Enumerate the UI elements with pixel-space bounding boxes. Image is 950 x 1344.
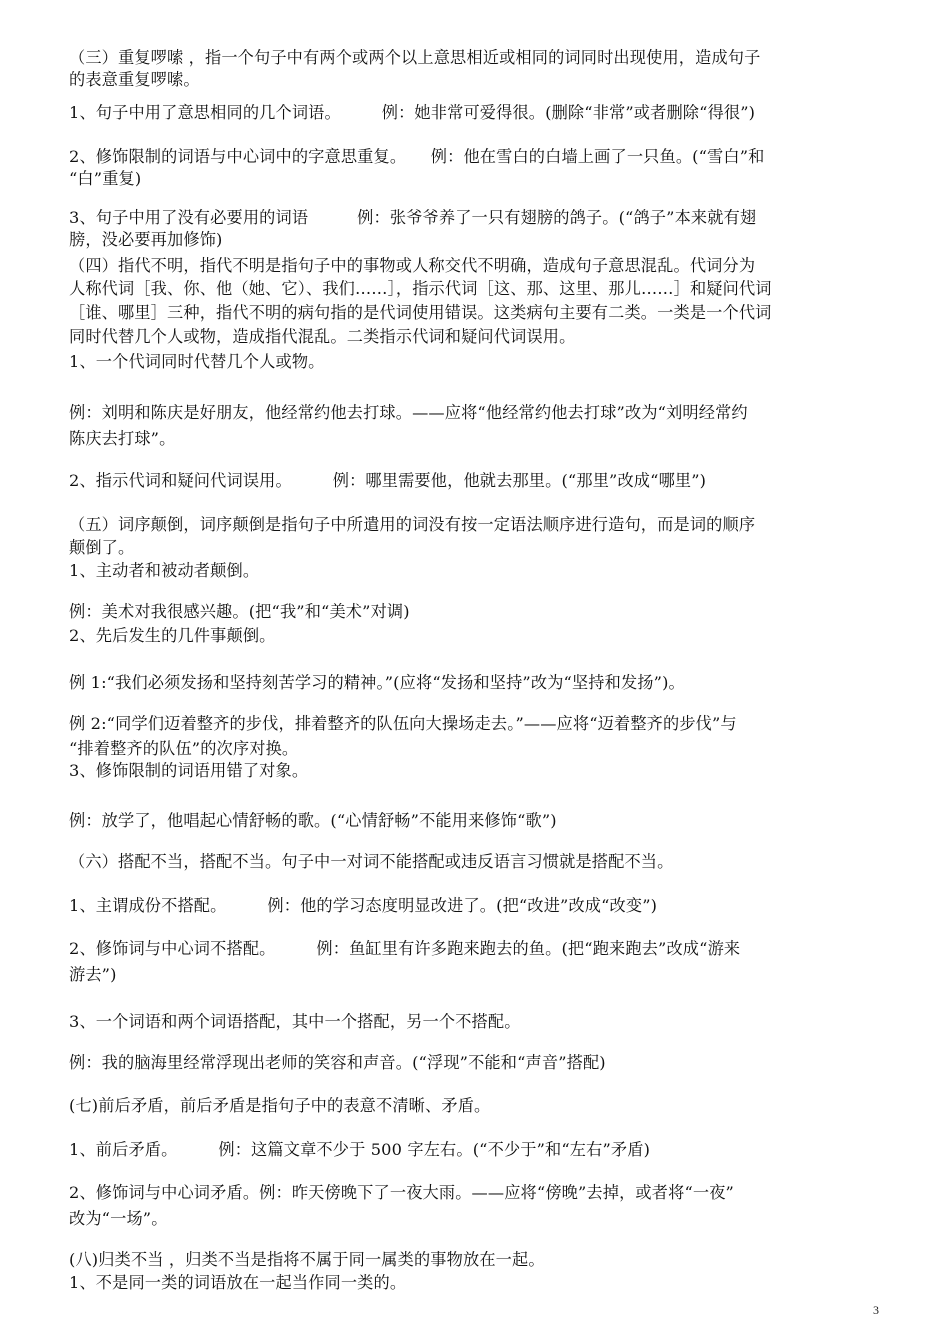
- text-line: 2、先后发生的几件事颠倒。: [69, 626, 276, 645]
- text-line: 1、不是同一类的词语放在一起当作同一类的。: [69, 1273, 407, 1292]
- text-line: 2、修饰词与中心词矛盾。例：昨天傍晚下了一夜大雨。——应将“傍晚”去掉，或者将“一夜”: [69, 1183, 734, 1202]
- text-line: 例：刘明和陈庆是好朋友，他经常约他去打球。——应将“他经常约他去打球”改为“刘明经常约: [69, 403, 748, 422]
- text-line: 3、修饰限制的词语用错了对象。: [69, 761, 309, 780]
- text-line: 游去”): [69, 965, 117, 984]
- text-line: （四）指代不明，指代不明是指句子中的事物或人称交代不明确，造成句子意思混乱。代词分为: [69, 256, 756, 275]
- text-line: 2、指示代词和疑问代词误用。 例：哪里需要他，他就去那里。(“那里”改成“哪里”): [69, 471, 707, 490]
- page-number: 3: [873, 1303, 879, 1317]
- text-line: 人称代词［我、你、他（她、它）、我们……］，指示代词［这、那、这里、那儿……］和疑问代词: [69, 279, 772, 298]
- text-line: 1、句子中用了意思相同的几个词语。 例：她非常可爱得很。(删除“非常”或者删除“得很”): [69, 103, 756, 122]
- text-line: 例：放学了，他唱起心情舒畅的歌。(“心情舒畅”不能用来修饰“歌”): [69, 811, 557, 830]
- text-line: “白”重复): [69, 169, 142, 188]
- text-line: （六）搭配不当，搭配不当。句子中一对词不能搭配或违反语言习惯就是搭配不当。: [69, 852, 674, 871]
- text-line: 改为“一场”。: [69, 1209, 168, 1228]
- text-line: 膀，没必要再加修饰): [69, 230, 223, 249]
- text-line: “排着整齐的队伍”的次序对换。: [69, 739, 299, 758]
- text-line: 1、主谓成份不搭配。 例：他的学习态度明显改进了。(把“改进”改成“改变”): [69, 896, 658, 915]
- text-line: 例 1:“我们必须发扬和坚持刻苦学习的精神。”(应将“发扬和坚持”改为“坚持和发扬”)。: [69, 673, 685, 692]
- text-line: 例 2:“同学们迈着整齐的步伐，排着整齐的队伍向大操场走去。”——应将“迈着整齐的步伐”与: [69, 714, 737, 733]
- text-line: 1、一个代词同时代替几个人或物。: [69, 352, 325, 371]
- text-line: 颠倒了。: [69, 538, 135, 557]
- text-line: 同时代替几个人或物，造成指代混乱。二类指示代词和疑问代词误用。: [69, 327, 576, 346]
- text-line: 1、主动者和被动者颠倒。: [69, 561, 260, 580]
- text-line: （三）重复啰嗦 ，指一个句子中有两个或两个以上意思相近或相同的词同时出现使用，造成句子: [69, 48, 761, 67]
- text-line: (七)前后矛盾，前后矛盾是指句子中的表意不清晰、矛盾。: [69, 1096, 491, 1115]
- text-line: 例：我的脑海里经常浮现出老师的笑容和声音。(“浮现”不能和“声音”搭配): [69, 1053, 606, 1072]
- text-line: 例：美术对我很感兴趣。(把“我”和“美术”对调): [69, 602, 410, 621]
- text-line: (八)归类不当 ，归类不当是指将不属于同一属类的事物放在一起。: [69, 1250, 545, 1269]
- text-line: 陈庆去打球”。: [69, 429, 176, 448]
- text-line: 1、前后矛盾。 例：这篇文章不少于 500 字左右。(“不少于”和“左右”矛盾): [69, 1140, 651, 1159]
- text-line: （五）词序颠倒，词序颠倒是指句子中所遣用的词没有按一定语法顺序进行造句，而是词的顺序: [69, 515, 756, 534]
- text-line: 3、句子中用了没有必要用的词语 例：张爷爷养了一只有翅膀的鸽子。(“鸽子”本来就有翅: [69, 208, 757, 227]
- text-line: 的表意重复啰嗦。: [69, 70, 200, 89]
- text-line: 2、修饰限制的词语与中心词中的字意思重复。 例：他在雪白的白墙上画了一只鱼。(“雪白”和: [69, 147, 765, 166]
- text-line: 2、修饰词与中心词不搭配。 例：鱼缸里有许多跑来跑去的鱼。(把“跑来跑去”改成“游来: [69, 939, 741, 958]
- text-line: ［谁、哪里］三种，指代不明的病句指的是代词使用错误。这类病句主要有二类。一类是一个代词: [69, 303, 772, 322]
- text-line: 3、一个词语和两个词语搭配，其中一个搭配，另一个不搭配。: [69, 1012, 521, 1031]
